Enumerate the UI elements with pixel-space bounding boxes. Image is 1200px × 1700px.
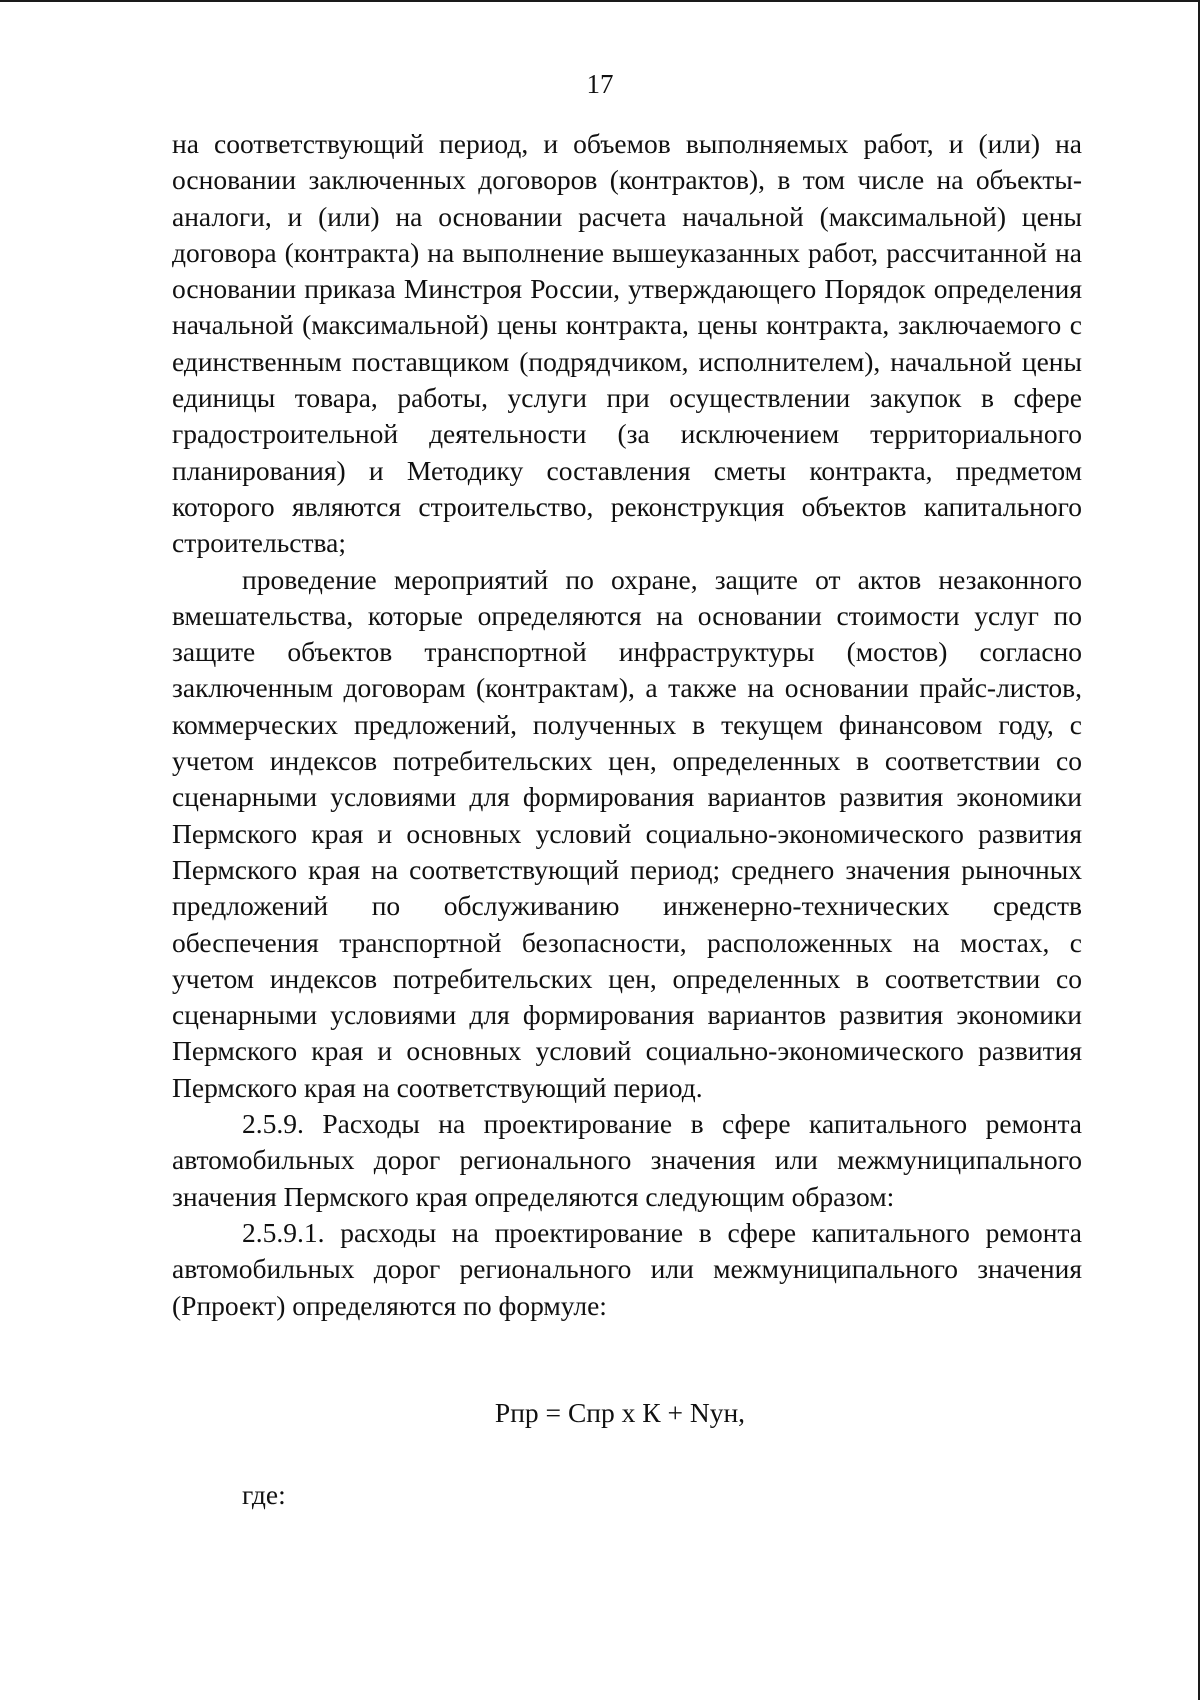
document-body xyxy=(172,126,1082,1324)
page-number: 17 xyxy=(586,69,614,99)
paragraph-4: 2.5.9.1. расходы на проектирование в сфере капитального ремонта автомобильных дорог регионального или межмуниципального значения (Рпроект) определяются по формуле: xyxy=(172,1216,1082,1321)
formula: Рпр = Спр х К + Nун, xyxy=(494,1397,746,1428)
paragraph-3: 2.5.9. Расходы на проектирование в сфере капитального ремонта автомобильных дорог регионального значения или межмуниципального значения Пермского края определяются следующим образом: xyxy=(172,1108,1082,1212)
paragraph-2: проведение мероприятий по охране, защите от актов незаконного вмешательства, которые определяются на основании стоимости услуг по защите объектов транспортной инфраструктуры (мостов) согласно заключенным договорам (контрактам), а также на основании прайс-листов, коммерческих предложений, полученных в текущем финансовом году, с учетом индексов потребительских цен, определенных в соответствии со сценарными условиями для формирования вариантов развития экономики Пермского края и основных условий социально-экономического развития Пермского края на соответствующий период; среднего значения рыночных предложений по обслуживанию инженерно-технических средств обеспечения транспортной безопасности, расположенных на мостах, с учетом индексов потребительских цен, определенных в соответствии со сценарными условиями для формирования вариантов развития экономики Пермского края и основных условий социально-экономического развития Пермского края на соответствующий период. xyxy=(172,563,1082,1103)
paragraph-1: на соответствующий период, и объемов выполняемых работ, и (или) на основании заключенных договоров (контрактов), в том числе на объекты-аналоги, и (или) на основании расчета начальной (максимальной) цены договора (контракта) на выполнение вышеуказанных работ, рассчитанной на основании приказа Минстроя России, утверждающего Порядок определения начальной (максимальной) цены контракта, цены контракта, заключаемого с единственным поставщиком (подрядчиком, исполнителем), начальной цены единицы товара, работы, услуги при осуществлении закупок в сфере градостроительной деятельности (за исключением территориального планирования) и Методику составления сметы контракта, предметом которого являются строительство, реконструкция объектов капитального строительства; xyxy=(172,128,1082,559)
where-label: где: xyxy=(242,1479,286,1510)
